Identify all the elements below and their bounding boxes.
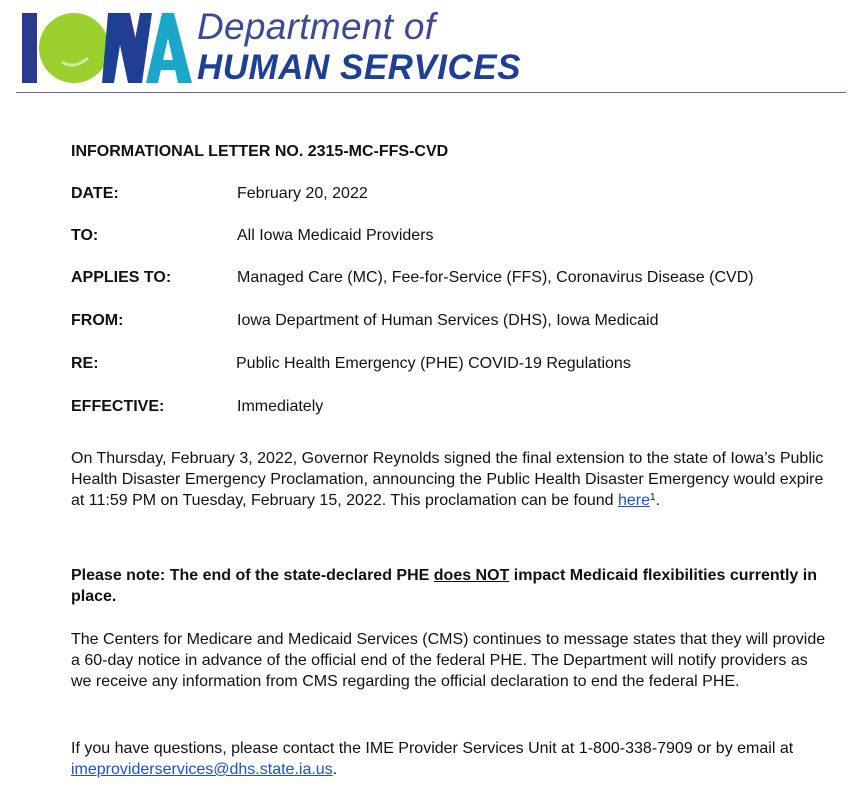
to-value: All Iowa Medicaid Providers	[237, 227, 434, 244]
letterhead	[0, 0, 862, 96]
department-name-line1: Department of	[197, 6, 436, 47]
from-label: FROM:	[71, 312, 124, 329]
note-end: impact Medicaid flexibilities currently in place.	[71, 567, 817, 605]
re-value: Public Health Emergency (PHE) COVID-19 Regulations	[236, 355, 631, 372]
re-label: RE:	[71, 355, 99, 372]
applies-to-label: APPLIES TO:	[71, 269, 172, 286]
iowa-logo	[22, 10, 192, 86]
proclamation-link[interactable]: here	[618, 492, 651, 509]
letter-number: INFORMATIONAL LETTER NO. 2315-MC-FFS-CVD	[71, 143, 449, 160]
cms-paragraph: The Centers for Medicare and Medicaid Services (CMS) continues to message states that they will provide a 60-day notice in advance of the official end of the federal PHE. The Department will notify providers as we receive any information from CMS regarding the official declaration to end the federal PHE.	[71, 631, 826, 690]
effective-value: Immediately	[237, 398, 324, 415]
proclamation-paragraph	[71, 448, 831, 511]
please-note-paragraph	[71, 565, 831, 607]
footnote-marker: 1	[650, 492, 656, 503]
department-name-line2: HUMAN SERVICES	[197, 48, 521, 87]
applies-to-value: Managed Care (MC), Fee-for-Service (FFS), Coronavirus Disease (CVD)	[237, 269, 754, 286]
email-link[interactable]: imeproviderservices@dhs.state.ia.us	[71, 761, 333, 778]
header-divider	[16, 92, 846, 93]
date-label: DATE:	[71, 185, 119, 202]
contact-text: If you have questions, please contact the IME Provider Services Unit at 1-800-338-7909 or by email at	[71, 740, 794, 757]
note-start: Please note: The end of the state-declared PHE	[71, 567, 434, 584]
proclamation-end: .	[655, 492, 661, 509]
proclamation-text: On Thursday, February 3, 2022, Governor Reynolds signed the final extension to the state of Iowa’s Public Health Disaster Emergency Proclamation, announcing the Public Health Disaster Emergency would expire at 11:59 PM on Tuesday, February 15, 2022. This proclamation can be found	[71, 450, 824, 509]
contact-paragraph	[71, 738, 831, 780]
effective-label: EFFECTIVE:	[71, 398, 165, 415]
to-label: TO:	[71, 227, 99, 244]
from-value: Iowa Department of Human Services (DHS), Iowa Medicaid	[237, 312, 659, 329]
date-value: February 20, 2022	[237, 185, 368, 202]
note-emphasis: does NOT	[433, 567, 510, 584]
contact-end: .	[332, 761, 338, 778]
